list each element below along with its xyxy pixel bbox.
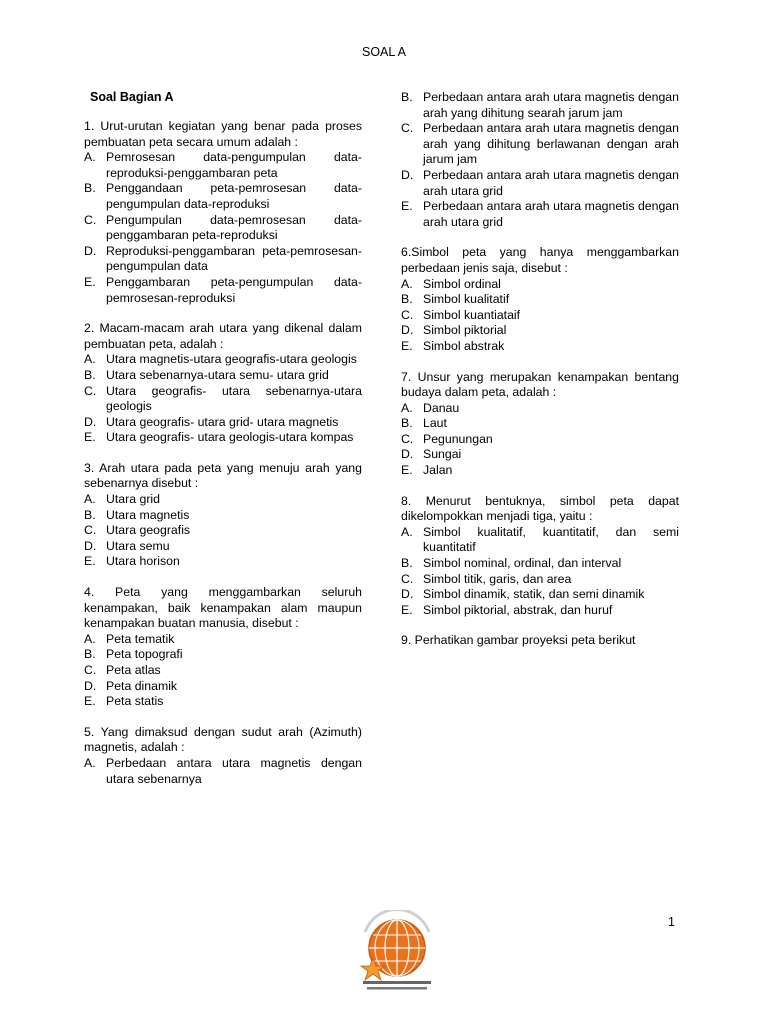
- option-text: Perbedaan antara arah utara magnetis dengan arah utara grid: [423, 167, 679, 198]
- option-letter: E.: [401, 338, 413, 353]
- answer-option: [84, 430, 362, 446]
- question-text: 1. Urut-urutan kegiatan yang benar pada proses pembuatan peta secara umum adalah :: [84, 119, 362, 149]
- option-letter: C.: [401, 307, 414, 322]
- option-text: Pengumpulan data-pemrosesan data-penggambaran peta-reproduksi: [106, 212, 362, 243]
- right-question-list: [401, 90, 679, 649]
- option-letter: C.: [401, 431, 414, 446]
- answer-option: [84, 384, 362, 415]
- option-text: Simbol titik, garis, dan area: [423, 571, 572, 586]
- option-text: Utara geografis- utara grid- utara magnetis: [106, 414, 339, 429]
- answer-option: [401, 323, 679, 339]
- option-text: Reproduksi-penggambaran peta-pemrosesan- pengumpulan data: [106, 243, 362, 274]
- option-text: Peta atlas: [106, 663, 161, 677]
- answer-option: [84, 492, 362, 508]
- right-column: [401, 90, 679, 664]
- answer-option: [84, 539, 362, 555]
- answer-option: [401, 432, 679, 448]
- answer-option: [401, 339, 679, 355]
- option-letter: B.: [401, 416, 413, 431]
- answer-option: [84, 181, 362, 212]
- answer-option: [84, 679, 362, 695]
- option-letter: A.: [84, 755, 96, 770]
- answer-option: [401, 168, 679, 199]
- option-text: Simbol kuantiataif: [423, 307, 521, 322]
- option-letter: E.: [84, 554, 96, 569]
- option-text: Utara semu: [106, 538, 170, 553]
- option-letter: B.: [84, 181, 96, 196]
- option-letter: E.: [84, 694, 96, 709]
- answer-option: [401, 292, 679, 308]
- option-text: Laut: [423, 416, 447, 431]
- answer-option: [84, 415, 362, 431]
- option-text: Simbol abstrak: [423, 338, 505, 353]
- question-block: [84, 321, 362, 446]
- answer-option: [84, 694, 362, 710]
- option-text: Pemrosesan data-pengumpulan data-reproduksi-penggambaran peta: [106, 150, 362, 180]
- option-text: Perbedaan antara arah utara magnetis dengan arah utara grid: [423, 199, 679, 229]
- answer-option: [84, 368, 362, 384]
- option-letter: D.: [84, 678, 97, 693]
- answer-option: [401, 556, 679, 572]
- university-logo: [355, 910, 435, 995]
- option-letter: B.: [84, 367, 96, 382]
- answer-option: [84, 244, 362, 275]
- question-text: 8. Menurut bentuknya, simbol peta dapat dikelompokkan menjadi tiga, yaitu :: [401, 493, 679, 524]
- question-block: [84, 119, 362, 306]
- answer-option: [401, 121, 679, 168]
- option-letter: A.: [401, 400, 413, 415]
- page-title: SOAL A: [361, 45, 406, 59]
- option-letter: A.: [84, 631, 96, 646]
- question-block: [84, 725, 362, 787]
- option-letter: B.: [84, 507, 96, 522]
- answer-option: [84, 632, 362, 648]
- answer-option: [401, 277, 679, 293]
- answer-option: [84, 756, 362, 787]
- page-number: 1: [668, 915, 675, 929]
- option-letter: C.: [84, 212, 97, 227]
- question-block: [401, 370, 679, 479]
- option-text: Utara geografis: [106, 523, 191, 538]
- answer-option: [84, 352, 362, 368]
- question-block: [401, 633, 679, 649]
- option-text: Simbol dinamik, statik, dan semi dinamik: [423, 587, 645, 602]
- option-text: Perbedaan antara arah utara magnetis dengan arah yang dihitung searah jarum jam: [423, 90, 679, 120]
- answer-option: [84, 554, 362, 570]
- answer-option: [401, 90, 679, 121]
- answer-option: [84, 663, 362, 679]
- option-text: Simbol nominal, ordinal, dan interval: [423, 556, 622, 571]
- answer-option: [84, 213, 362, 244]
- option-text: Simbol kualitatif, kuantitatif, dan semi kuantitatif: [423, 524, 679, 555]
- option-letter: B.: [401, 556, 413, 571]
- left-question-list: [84, 119, 362, 787]
- answer-option: [401, 416, 679, 432]
- question-text: 3. Arah utara pada peta yang menuju arah yang sebenarnya disebut :: [84, 460, 362, 491]
- answer-option: [84, 275, 362, 306]
- option-text: Perbedaan antara arah utara magnetis dengan arah yang dihitung berlawanan dengan arah jarum jam: [423, 121, 679, 167]
- option-letter: E.: [401, 199, 413, 214]
- answer-option: [401, 447, 679, 463]
- question-block: [401, 245, 679, 354]
- option-letter: C.: [84, 663, 97, 677]
- question-text: 9. Perhatikan gambar proyeksi peta berikut: [401, 633, 636, 648]
- option-letter: C.: [401, 121, 414, 136]
- answer-option: [84, 523, 362, 539]
- option-text: Perbedaan antara utara magnetis dengan utara sebenarnya: [106, 755, 362, 786]
- option-letter: D.: [84, 243, 97, 258]
- option-text: Utara geografis- utara geologis-utara kompas: [106, 430, 354, 445]
- option-text: Peta tematik: [106, 631, 175, 646]
- answer-option: [84, 150, 362, 181]
- option-letter: B.: [401, 292, 413, 307]
- answer-option: [401, 401, 679, 417]
- option-text: Utara magnetis: [106, 507, 190, 522]
- option-letter: D.: [84, 414, 97, 429]
- option-text: Danau: [423, 400, 460, 415]
- option-text: Peta statis: [106, 694, 164, 709]
- option-text: Jalan: [423, 463, 453, 478]
- option-text: Penggandaan peta-pemrosesan data-pengumpulan data-reproduksi: [106, 181, 362, 211]
- option-text: Utara horison: [106, 554, 180, 569]
- option-letter: E.: [401, 463, 413, 478]
- option-text: Simbol ordinal: [423, 276, 501, 291]
- answer-option: [84, 508, 362, 524]
- question-block: [84, 585, 362, 710]
- question-text: 5. Yang dimaksud dengan sudut arah (Azimuth) magnetis, adalah :: [84, 724, 362, 755]
- option-letter: E.: [84, 430, 96, 445]
- question-text: 4. Peta yang menggambarkan seluruh kenampakan, baik kenampakan alam maupun kenampakan buatan manusia, disebut :: [84, 585, 362, 631]
- question-block: [401, 90, 679, 230]
- answer-option: [401, 463, 679, 479]
- option-letter: A.: [84, 352, 96, 367]
- option-text: Penggambaran peta-pengumpulan data-pemrosesan-reproduksi: [106, 274, 362, 305]
- answer-option: [401, 199, 679, 230]
- option-text: Sungai: [423, 447, 462, 462]
- option-text: Simbol piktorial: [423, 323, 507, 338]
- option-text: Simbol kualitatif: [423, 292, 510, 307]
- option-text: Utara grid: [106, 492, 160, 507]
- option-letter: C.: [401, 571, 414, 586]
- option-letter: D.: [401, 167, 414, 182]
- option-text: Utara magnetis-utara geografis-utara geologis: [106, 352, 357, 367]
- option-letter: A.: [401, 276, 413, 291]
- section-title: Soal Bagian A: [90, 90, 174, 104]
- option-letter: D.: [401, 323, 414, 338]
- question-text: 7. Unsur yang merupakan kenampakan bentang budaya dalam peta, adalah :: [401, 369, 679, 400]
- option-text: Simbol piktorial, abstrak, dan huruf: [423, 602, 613, 617]
- question-block: [84, 461, 362, 570]
- answer-option: [401, 587, 679, 603]
- question-block: [401, 494, 679, 619]
- option-letter: A.: [84, 150, 96, 165]
- answer-option: [401, 525, 679, 556]
- option-letter: D.: [401, 447, 414, 462]
- option-letter: C.: [84, 383, 97, 398]
- option-letter: A.: [84, 492, 96, 507]
- option-letter: B.: [84, 647, 96, 662]
- answer-option: [401, 572, 679, 588]
- option-letter: D.: [84, 538, 97, 553]
- option-letter: A.: [401, 524, 413, 539]
- option-letter: E.: [401, 602, 413, 617]
- option-letter: D.: [401, 587, 414, 602]
- left-column: [84, 90, 362, 802]
- option-text: Utara sebenarnya-utara semu- utara grid: [106, 367, 329, 382]
- question-text: 6.Simbol peta yang hanya menggambarkan perbedaan jenis saja, disebut :: [401, 245, 679, 275]
- question-text: 2. Macam-macam arah utara yang dikenal dalam pembuatan peta, adalah :: [84, 321, 362, 351]
- option-text: Pegunungan: [423, 431, 493, 446]
- option-letter: C.: [84, 523, 97, 538]
- option-text: Peta topografi: [106, 647, 183, 662]
- option-text: Utara geografis- utara sebenarnya-utara geologis: [106, 383, 362, 414]
- option-letter: E.: [84, 274, 96, 289]
- answer-option: [401, 603, 679, 619]
- option-text: Peta dinamik: [106, 678, 178, 693]
- answer-option: [84, 647, 362, 663]
- option-letter: B.: [401, 90, 413, 104]
- answer-option: [401, 308, 679, 324]
